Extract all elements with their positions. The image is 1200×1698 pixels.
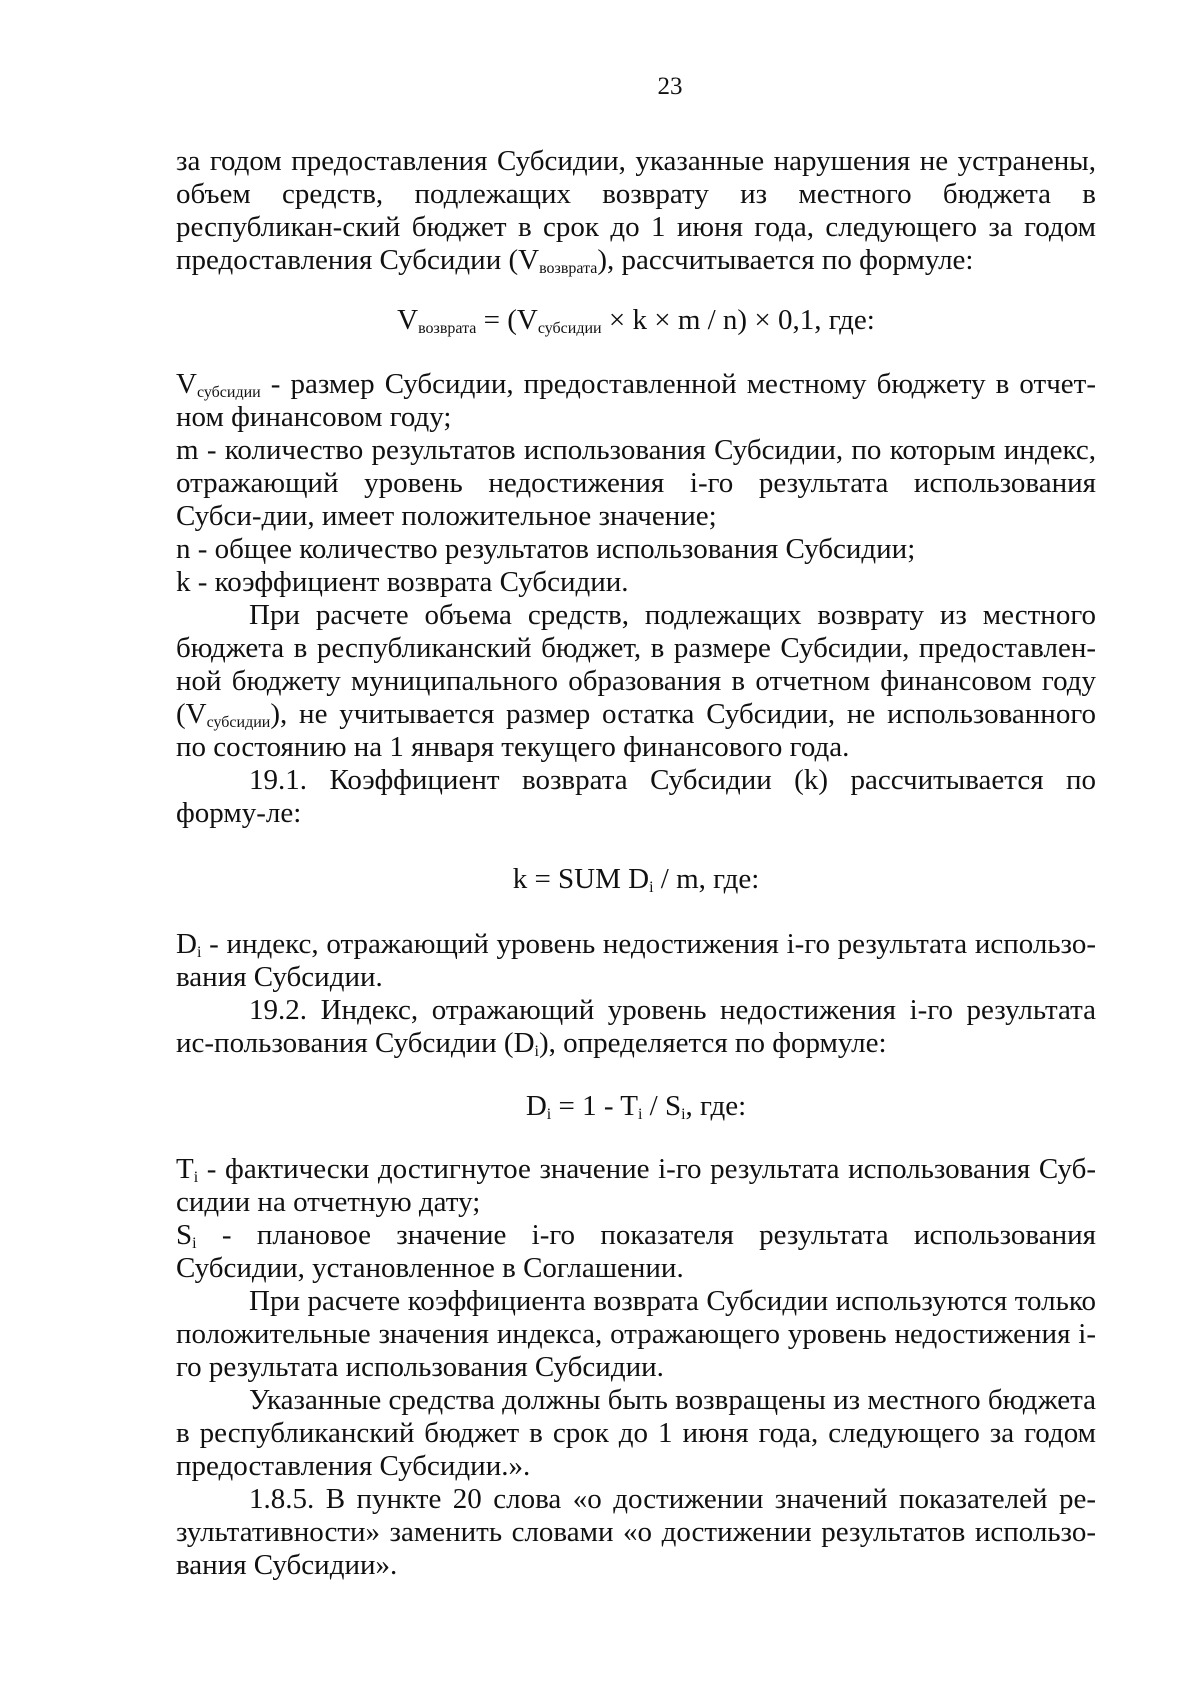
formula-return-coefficient: k = SUM $D_i$ / m, где: xyxy=(512,863,760,896)
definition-n: n - общее количество результатов использования Субсидии; xyxy=(176,533,916,565)
formula-index: $D_i = 1 - T_i / S_i$, где: xyxy=(525,1090,747,1123)
definition-v-subsidy: $V_{субсидии}$ - размер Субсидии, предоставленной местному бюджету в отчет-ном финансовом году; xyxy=(176,368,1096,433)
definition-k: k - коэффициент возврата Субсидии. xyxy=(176,566,629,598)
page-number: 23 xyxy=(657,73,683,100)
paragraph-return-volume: за годом предоставления Субсидии, указанные нарушения не устранены, объем средств, подлежащих возврату из местного бюджета в республикан-ский бюджет в срок до 1 июня года, следующего за годом предоставления Субсидии $(V_{возврата})$, рассчитывается по формуле: xyxy=(176,145,1096,277)
definition-t: $T_i$ - фактически достигнутое значение i-го результата использования Суб-сидии на отчетную дату; xyxy=(176,1153,1096,1218)
formula-return-volume: $V_{возврата} = (V_{субсидии} \times k \times m / n) \times 0,1$, где: xyxy=(397,304,875,337)
definition-m: m - количество результатов использования Субсидии, по которым индекс, отражающий уровень недостижения i-го результата использования Субси-дии, имеет положительное значение; xyxy=(176,434,1096,532)
paragraph-calculation-note: При расчете объема средств, подлежащих возврату из местного бюджета в республиканский бюджет, в размере Субсидии, предоставлен-ной бюджету муниципального образования в отчетном финансовом году $(V_{субсидии})$, не учитывается размер остатка Субсидии, не использованного по состоянию на 1 января текущего финансового года. xyxy=(176,599,1096,763)
paragraph-19-2: 19.2. Индекс, отражающий уровень недостижения i-го результата ис-пользования Субсидии $(D_i)$, определяется по формуле: xyxy=(176,994,1096,1060)
document-body xyxy=(176,145,1096,1582)
definition-d: $D_i$ - индекс, отражающий уровень недостижения i-го результата использо-вания Субсидии. xyxy=(176,928,1096,993)
paragraph-positive-values: При расчете коэффициента возврата Субсидии используются только положительные значения индекса, отражающего уровень недостижения i-го результата использования Субсидии. xyxy=(176,1285,1096,1383)
paragraph-1-8-5: 1.8.5. В пункте 20 слова «о достижении значений показателей ре-зультативности» заменить словами «о достижении результатов использо-вания Субсидии». xyxy=(176,1483,1096,1581)
paragraph-19-1: 19.1. Коэффициент возврата Субсидии (k) рассчитывается по форму-ле: xyxy=(176,764,1096,829)
definition-s: $S_i$ - плановое значение i-го показателя результата использования Субсидии, установленное в Соглашении. xyxy=(176,1219,1096,1284)
paragraph-return-deadline: Указанные средства должны быть возвращены из местного бюджета в республиканский бюджет в срок до 1 июня года, следующего за годом предоставления Субсидии.». xyxy=(176,1384,1096,1482)
